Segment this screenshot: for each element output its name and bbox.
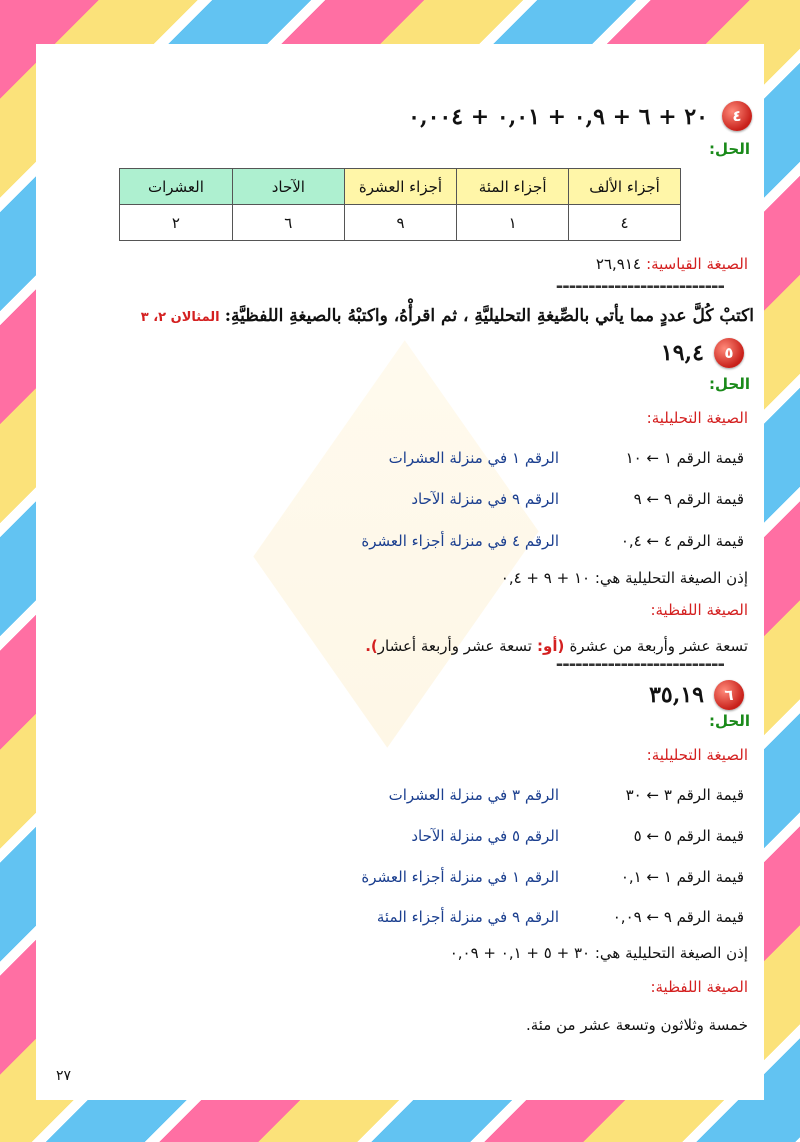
q5-word-form	[365, 636, 748, 655]
instruction-text: اكتبْ كُلَّ عددٍ مما يأتي بالصِّيغةِ التحليليَّةِ ، ثم اقرأْهُ، واكتبْهُ بالصيغةِ اللفظيَّةِ:	[224, 306, 754, 326]
instruction-ref: المثالان ٢، ٣	[140, 310, 220, 325]
q5-word-label: الصيغة اللفظية:	[650, 601, 748, 619]
q6-row-1	[54, 786, 744, 810]
question-6-badge: ٦	[714, 680, 744, 710]
q5-row-1	[54, 449, 744, 473]
q5-expanded-label: الصيغة التحليلية:	[646, 409, 748, 427]
q5-row-2	[54, 490, 744, 514]
q4-solution-label: الحل:	[709, 140, 750, 158]
q5-solution-label: الحل:	[709, 375, 750, 393]
q6-row-4-place: الرقم ٩ في منزلة أجزاء المئة	[376, 908, 559, 926]
value-thousandths: ٤	[569, 205, 681, 241]
q6-row-4-value: قيمة الرقم ٩ ← ٠,٠٩	[612, 908, 744, 926]
q6-word-label: الصيغة اللفظية:	[650, 978, 748, 996]
q6-row-2-value: قيمة الرقم ٥ ← ٥	[633, 827, 744, 845]
q5-row-2-value: قيمة الرقم ٩ ← ٩	[633, 490, 744, 508]
page	[36, 44, 764, 1100]
q6-row-2	[54, 827, 744, 851]
q5-word-alt-text: تسعة عشر وأربعة أعشار	[377, 637, 532, 655]
q5-word-alt-open: (أو:	[537, 637, 565, 655]
header-tenths: أجزاء العشرة	[344, 169, 456, 205]
q5-row-2-place: الرقم ٩ في منزلة الآحاد	[411, 490, 559, 508]
place-value-table	[119, 168, 681, 241]
divider-2: --------------------------	[555, 654, 724, 675]
q4-standard-form	[596, 254, 748, 273]
standard-form-value: ٢٦,٩١٤	[595, 255, 641, 273]
value-hundredths: ١	[457, 205, 569, 241]
standard-form-label: الصيغة القياسية:	[646, 255, 748, 273]
question-5-badge: ٥	[714, 338, 744, 368]
value-tens: ٢	[120, 205, 233, 241]
header-ones: الآحاد	[232, 169, 344, 205]
q5-row-1-place: الرقم ١ في منزلة العشرات	[388, 449, 559, 467]
q6-row-1-place: الرقم ٣ في منزلة العشرات	[388, 786, 559, 804]
q5-row-3-value: قيمة الرقم ٤ ← ٠,٤	[620, 532, 744, 550]
q5-word-alt-close: ).	[365, 637, 378, 655]
q5-row-1-value: قيمة الرقم ١ ← ١٠	[625, 449, 744, 467]
q6-expanded-result: إذن الصيغة التحليلية هي: ٣٠ + ٥ + ٠,١ + ٠,٠٩	[449, 944, 748, 962]
divider-1: --------------------------	[555, 276, 724, 297]
question-4-expression: ٢٠ + ٦ + ٠,٩ + ٠,٠١ + ٠,٠٠٤	[408, 104, 708, 130]
q5-row-3	[54, 532, 744, 556]
q5-expanded-result: إذن الصيغة التحليلية هي: ١٠ + ٩ + ٠,٤	[500, 569, 748, 587]
value-tenths: ٩	[344, 205, 456, 241]
q6-expanded-label: الصيغة التحليلية:	[646, 746, 748, 764]
q6-row-4	[54, 908, 744, 932]
q6-row-3-value: قيمة الرقم ١ ← ٠,١	[620, 868, 744, 886]
q5-row-3-place: الرقم ٤ في منزلة أجزاء العشرة	[361, 532, 559, 550]
instruction-line	[141, 306, 754, 326]
header-hundredths: أجزاء المئة	[457, 169, 569, 205]
q6-row-2-place: الرقم ٥ في منزلة الآحاد	[411, 827, 559, 845]
q6-solution-label: الحل:	[709, 712, 750, 730]
header-thousandths: أجزاء الألف	[569, 169, 681, 205]
q5-word-text: تسعة عشر وأربعة من عشرة	[569, 637, 748, 655]
q6-row-3-place: الرقم ١ في منزلة أجزاء العشرة	[361, 868, 559, 886]
header-tens: العشرات	[120, 169, 233, 205]
question-6-value: ٣٥,١٩	[649, 682, 704, 708]
q6-row-1-value: قيمة الرقم ٣ ← ٣٠	[625, 786, 744, 804]
value-ones: ٦	[232, 205, 344, 241]
q6-row-3	[54, 868, 744, 892]
page-number: ٢٧	[56, 1068, 72, 1084]
q6-word-text: خمسة وثلاثون وتسعة عشر من مئة.	[525, 1016, 748, 1034]
question-5-value: ١٩,٤	[660, 340, 704, 366]
question-4-badge: ٤	[722, 101, 752, 131]
